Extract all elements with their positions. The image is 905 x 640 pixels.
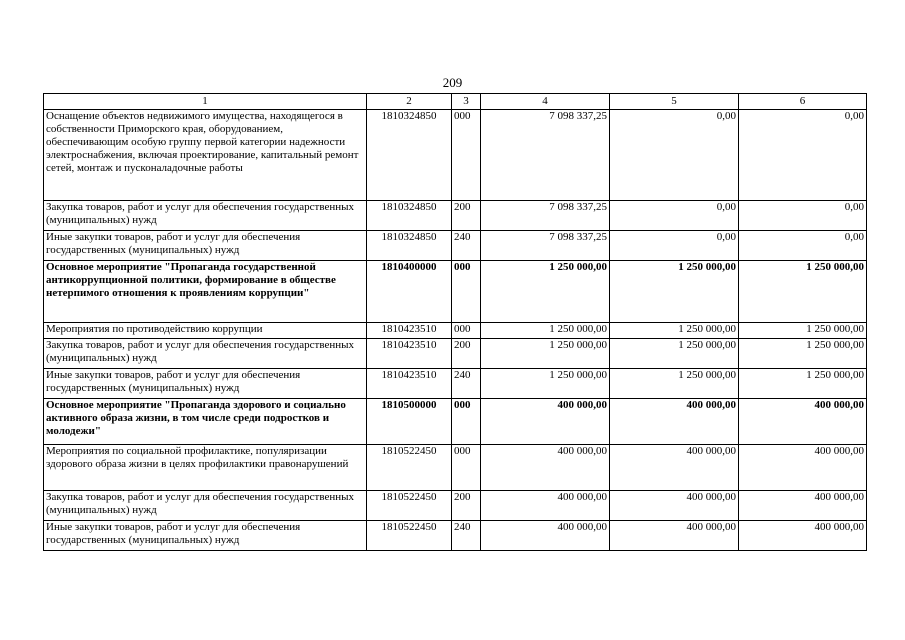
row-name-cell: Иные закупки товаров, работ и услуг для обеспечения государственных (муниципальных) нужд bbox=[44, 521, 367, 551]
row-name-cell: Мероприятия по социальной профилактике, популяризации здорового образа жизни в целях профилактики правонарушений bbox=[44, 445, 367, 491]
amount-col6-cell: 1 250 000,00 bbox=[739, 369, 867, 399]
amount-col6-cell: 1 250 000,00 bbox=[739, 323, 867, 339]
table-row bbox=[44, 521, 867, 551]
amount-col5-cell: 400 000,00 bbox=[610, 445, 739, 491]
amount-col6-cell: 1 250 000,00 bbox=[739, 261, 867, 323]
amount-col6-cell: 400 000,00 bbox=[739, 445, 867, 491]
page-number: 209 bbox=[442, 75, 463, 90]
expense-kind-cell: 240 bbox=[452, 231, 481, 261]
target-code-cell: 1810500000 bbox=[367, 399, 452, 445]
amount-col5-cell: 400 000,00 bbox=[610, 399, 739, 445]
amount-col5-cell: 400 000,00 bbox=[610, 491, 739, 521]
row-name-cell: Закупка товаров, работ и услуг для обеспечения государственных (муниципальных) нужд bbox=[44, 491, 367, 521]
header-cell: 4 bbox=[481, 94, 610, 110]
amount-col6-cell: 0,00 bbox=[739, 231, 867, 261]
amount-col5-cell: 1 250 000,00 bbox=[610, 369, 739, 399]
amount-col6-cell: 1 250 000,00 bbox=[739, 339, 867, 369]
row-name-cell: Мероприятия по противодействию коррупции bbox=[44, 323, 367, 339]
amount-col6-cell: 400 000,00 bbox=[739, 399, 867, 445]
row-name-cell: Закупка товаров, работ и услуг для обеспечения государственных (муниципальных) нужд bbox=[44, 201, 367, 231]
amount-col6-cell: 0,00 bbox=[739, 110, 867, 201]
header-cell: 5 bbox=[610, 94, 739, 110]
target-code-cell: 1810324850 bbox=[367, 201, 452, 231]
row-name-cell: Иные закупки товаров, работ и услуг для обеспечения государственных (муниципальных) нужд bbox=[44, 231, 367, 261]
header-cell: 3 bbox=[452, 94, 481, 110]
amount-col4-cell: 1 250 000,00 bbox=[481, 261, 610, 323]
header-cell: 2 bbox=[367, 94, 452, 110]
target-code-cell: 1810522450 bbox=[367, 445, 452, 491]
target-code-cell: 1810423510 bbox=[367, 369, 452, 399]
amount-col5-cell: 1 250 000,00 bbox=[610, 323, 739, 339]
row-name-cell: Иные закупки товаров, работ и услуг для обеспечения государственных (муниципальных) нужд bbox=[44, 369, 367, 399]
amount-col4-cell: 400 000,00 bbox=[481, 445, 610, 491]
header-row bbox=[44, 94, 867, 110]
amount-col5-cell: 400 000,00 bbox=[610, 521, 739, 551]
target-code-cell: 1810324850 bbox=[367, 110, 452, 201]
row-name-cell: Основное мероприятие "Пропаганда здорового и социально активного образа жизни, в том числе среди подростков и молодежи" bbox=[44, 399, 367, 445]
table-row bbox=[44, 399, 867, 445]
table-row bbox=[44, 261, 867, 323]
target-code-cell: 1810324850 bbox=[367, 231, 452, 261]
amount-col4-cell: 400 000,00 bbox=[481, 521, 610, 551]
budget-table bbox=[43, 93, 867, 551]
amount-col4-cell: 1 250 000,00 bbox=[481, 323, 610, 339]
expense-kind-cell: 200 bbox=[452, 339, 481, 369]
expense-kind-cell: 000 bbox=[452, 399, 481, 445]
amount-col5-cell: 0,00 bbox=[610, 201, 739, 231]
expense-kind-cell: 240 bbox=[452, 369, 481, 399]
target-code-cell: 1810522450 bbox=[367, 521, 452, 551]
table-row bbox=[44, 339, 867, 369]
amount-col5-cell: 0,00 bbox=[610, 231, 739, 261]
amount-col4-cell: 7 098 337,25 bbox=[481, 110, 610, 201]
amount-col4-cell: 400 000,00 bbox=[481, 491, 610, 521]
amount-col4-cell: 7 098 337,25 bbox=[481, 201, 610, 231]
amount-col5-cell: 1 250 000,00 bbox=[610, 261, 739, 323]
table-row bbox=[44, 201, 867, 231]
expense-kind-cell: 000 bbox=[452, 445, 481, 491]
amount-col4-cell: 7 098 337,25 bbox=[481, 231, 610, 261]
amount-col5-cell: 0,00 bbox=[610, 110, 739, 201]
expense-kind-cell: 200 bbox=[452, 491, 481, 521]
expense-kind-cell: 240 bbox=[452, 521, 481, 551]
table-row bbox=[44, 369, 867, 399]
table-row bbox=[44, 445, 867, 491]
target-code-cell: 1810522450 bbox=[367, 491, 452, 521]
header-cell: 1 bbox=[44, 94, 367, 110]
table-row bbox=[44, 231, 867, 261]
amount-col5-cell: 1 250 000,00 bbox=[610, 339, 739, 369]
amount-col4-cell: 400 000,00 bbox=[481, 399, 610, 445]
target-code-cell: 1810400000 bbox=[367, 261, 452, 323]
table-row bbox=[44, 323, 867, 339]
amount-col6-cell: 400 000,00 bbox=[739, 521, 867, 551]
target-code-cell: 1810423510 bbox=[367, 323, 452, 339]
expense-kind-cell: 000 bbox=[452, 110, 481, 201]
row-name-cell: Основное мероприятие "Пропаганда государственной антикоррупционной политики, формирование в обществе нетерпимого отношения к проявлениям коррупции" bbox=[44, 261, 367, 323]
amount-col6-cell: 400 000,00 bbox=[739, 491, 867, 521]
table-row bbox=[44, 110, 867, 201]
amount-col4-cell: 1 250 000,00 bbox=[481, 369, 610, 399]
amount-col4-cell: 1 250 000,00 bbox=[481, 339, 610, 369]
amount-col6-cell: 0,00 bbox=[739, 201, 867, 231]
expense-kind-cell: 000 bbox=[452, 261, 481, 323]
target-code-cell: 1810423510 bbox=[367, 339, 452, 369]
row-name-cell: Закупка товаров, работ и услуг для обеспечения государственных (муниципальных) нужд bbox=[44, 339, 367, 369]
row-name-cell: Оснащение объектов недвижимого имущества, находящегося в собственности Приморского края, оборудованием, обеспечивающим особую группу первой категории надежности электроснабжения, включая проектирование, капитальный ремонт сетей, монтаж и пусконаладочные работы bbox=[44, 110, 367, 201]
expense-kind-cell: 200 bbox=[452, 201, 481, 231]
table-row bbox=[44, 491, 867, 521]
header-cell: 6 bbox=[739, 94, 867, 110]
expense-kind-cell: 000 bbox=[452, 323, 481, 339]
